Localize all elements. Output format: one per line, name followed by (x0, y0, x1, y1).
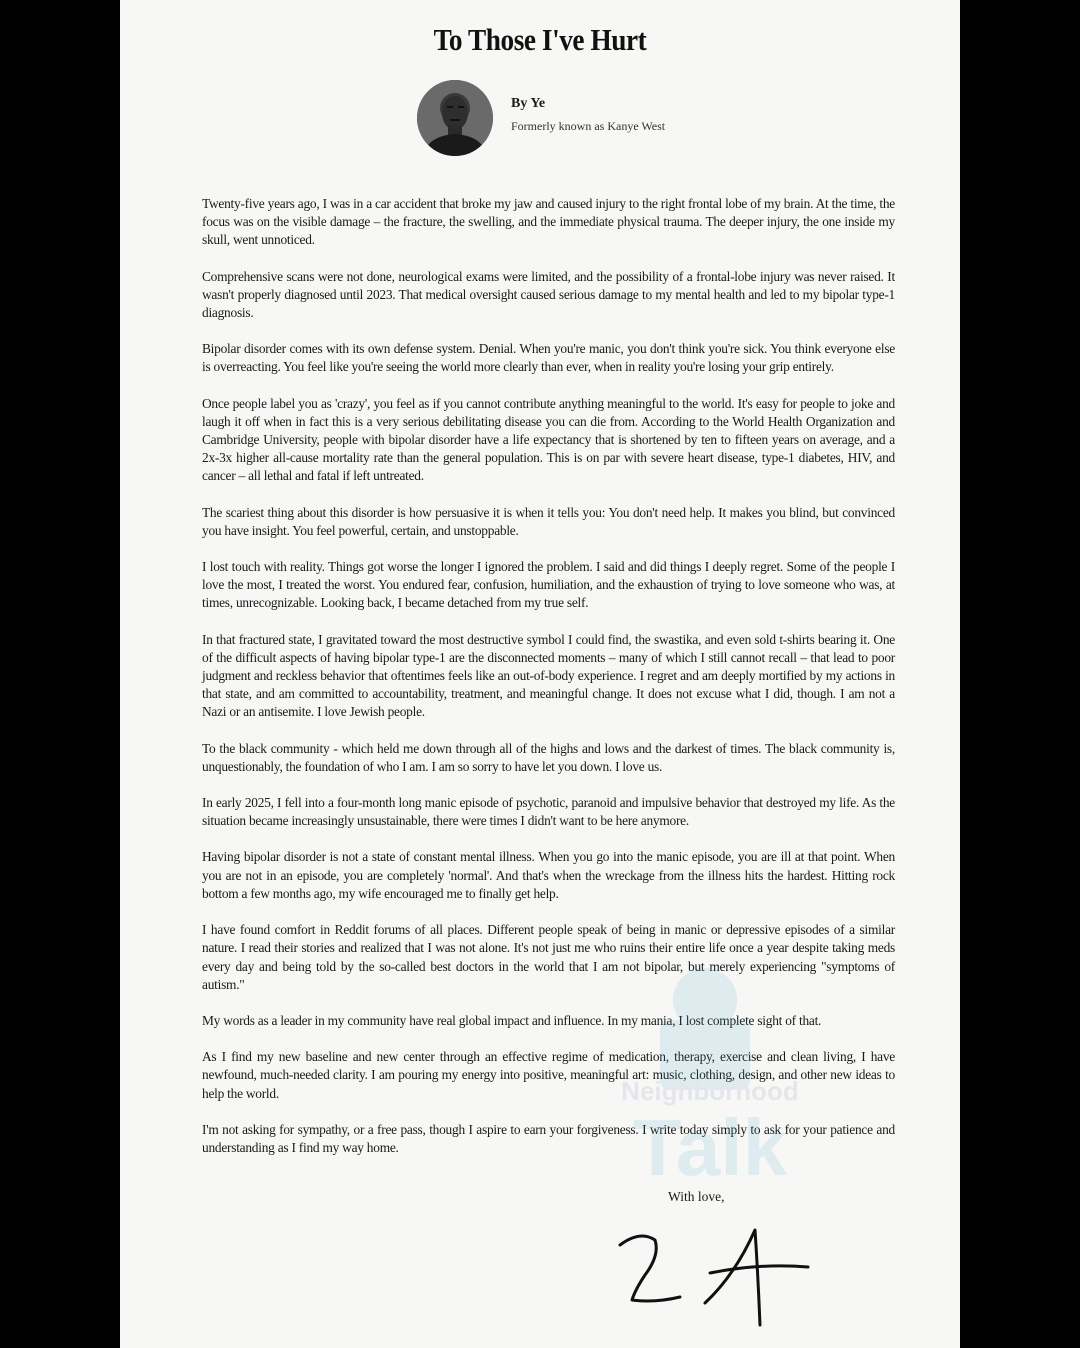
svg-text:Neighborhood: Neighborhood (621, 1076, 799, 1106)
paragraph: To the black community - which held me down through all of the highs and lows and the darkest of times. The black community is, unquestionably, the foundation of who I am. I am so sorry to have let you down. I love us. (202, 740, 895, 774)
paragraph: Bipolar disorder comes with its own defense system. Denial. When you're manic, you don't think you're sick. You think everyone else is overreacting. You feel like you're seeing the world more clearly than ever, when in reality you're losing your grip entirely. (202, 341, 895, 375)
author-note: Formerly known as Kanye West (511, 119, 666, 133)
svg-text:Talk: Talk (632, 1103, 788, 1190)
paragraph: In early 2025, I fell into a four-month long manic episode of psychotic, paranoid and impulsive behavior that destroyed my life. As the situation became increasingly unsustainable, there were times I didn't want to be here anymore. (202, 795, 895, 829)
paragraph: In that fractured state, I gravitated toward the most destructive symbol I could find, the swastika, and even sold t-shirts bearing it. One of the difficult aspects of having bipolar type-1 are the disconnected moments – many of which I still cannot recall – that lead to poor judgment and reckless behavior that oftentimes feels like an out-of-body experience. I regret and am deeply mortified by my actions in that state, and am committed to accountability, treatment, and meaningful change. It does not excuse what I did, though. I am not a Nazi or an antisemite. I love Jewish people. (202, 631, 895, 720)
paragraph: My words as a leader in my community have real global impact and influence. In my mania, I lost complete sight of that. (202, 1012, 822, 1028)
paragraph: The scariest thing about this disorder is how persuasive it is when it tells you: You don't need help. It makes you blind, but convinced you have insight. You feel powerful, certain, and unstoppable. (202, 504, 895, 538)
closing: With love, (668, 1189, 725, 1204)
byline (417, 80, 665, 156)
paragraph: I'm not asking for sympathy, or a free pass, though I aspire to earn your forgiveness. I write today simply to ask for your patience and understanding as I find my way home. (202, 1121, 895, 1155)
author-name: By Ye (511, 96, 546, 111)
paragraph: Comprehensive scans were not done, neurological exams were limited, and the possibility of a frontal-lobe injury was never raised. It wasn't properly diagnosed until 2023. That medical oversight caused serious damage to my mental health and led to my bipolar type-1 diagnosis. (202, 268, 895, 321)
paragraph: Twenty-five years ago, I was in a car accident that broke my jaw and caused injury to the right frontal lobe of my brain. At the time, the focus was on the visible damage – the fracture, the swelling, and the immediate physical trauma. The deeper injury, the one inside my skull, went unnoticed. (202, 196, 895, 248)
portrait-icon (417, 80, 493, 156)
author-avatar (417, 80, 493, 156)
signature-icon (610, 1215, 810, 1335)
page-title: To Those I've Hurt (433, 22, 647, 57)
paragraph: I lost touch with reality. Things got worse the longer I ignored the problem. I said and did things I deeply regret. Some of the people I love the most, I treated the worst. You endured fear, confusion, humiliation, and the exhaustion of trying to love someone who was, at times, unrecognizable. Looking back, I became detached from my true self. (202, 559, 895, 611)
byline-text (511, 96, 665, 134)
letter-page (120, 0, 960, 1348)
paragraph: I have found comfort in Reddit forums of all places. Different people speak of being in manic or depressive episodes of a similar nature. I read their stories and realized that I was not alone. It's not just me who ruins their entire life once a year despite taking meds every day and being told by the so-called best doctors in the world that I am not bipolar, but merely experiencing "symptoms of autism." (202, 922, 895, 992)
paragraph: Having bipolar disorder is not a state of constant mental illness. When you go into the manic episode, you are ill at that point. When you are not in an episode, you are completely 'normal'. And that's when the wreckage from the illness hits the hardest. Hitting rock bottom a few months ago, my wife encouraged me to finally get help. (202, 849, 895, 901)
paragraph: Once people label you as 'crazy', you feel as if you cannot contribute anything meaningful to the world. It's easy for people to joke and laugh it off when in fact this is a very serious debilitating disease you can die from. According to the World Health Organization and Cambridge University, people with bipolar disorder have a life expectancy that is shortened by ten to fifteen years on average, and a 2x-3x higher all-cause mortality rate than the general population. This is on par with severe heart disease, type-1 diabetes, HIV, and cancer – all lethal and fatal if left untreated. (202, 395, 895, 484)
letter-body (202, 195, 895, 1175)
paragraph: As I find my new baseline and new center through an effective regime of medication, therapy, exercise and clean living, I have newfound, much-needed clarity. I am pouring my energy into positive, meaningful art: music, clothing, design, and other new ideas to help the world. (202, 1049, 895, 1101)
